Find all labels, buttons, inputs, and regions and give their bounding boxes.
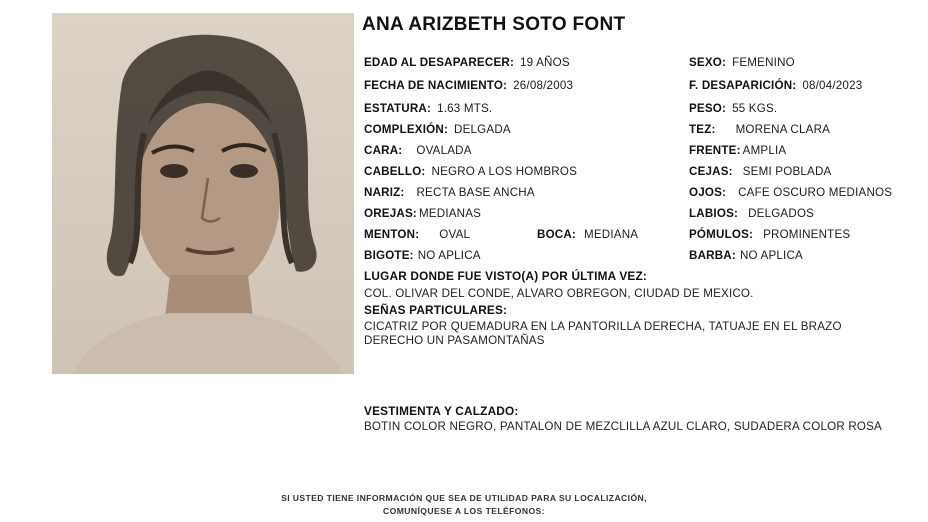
- field-value: 19 AÑOS: [520, 56, 570, 69]
- field-value: 26/08/2003: [513, 79, 574, 92]
- field-boca: [537, 228, 638, 241]
- field-cabello: [364, 165, 577, 178]
- field-value: OVAL: [439, 228, 471, 241]
- particular-marks-label: SEÑAS PARTICULARES:: [364, 303, 508, 317]
- field-label: MENTON:: [364, 228, 420, 241]
- field-label: PESO:: [689, 102, 727, 115]
- field-label: PÓMULOS:: [689, 228, 754, 241]
- field-value: NEGRO A LOS HOMBROS: [431, 165, 578, 178]
- field-label: F. DESAPARICIÓN:: [689, 79, 797, 92]
- field-peso: [689, 102, 777, 115]
- field-fecha-nacimiento: [364, 79, 573, 92]
- field-fecha-desaparicion: [689, 79, 862, 92]
- field-label: BIGOTE:: [364, 249, 414, 262]
- field-menton: [364, 228, 470, 241]
- field-frente: [689, 144, 786, 157]
- field-sexo: [689, 56, 795, 69]
- field-pomulos: [689, 228, 850, 241]
- field-value: SEMI POBLADA: [742, 165, 832, 178]
- field-value: AMPLIA: [742, 144, 787, 157]
- field-label: EDAD AL DESAPARECER:: [364, 56, 515, 69]
- field-value: 1.63 MTS.: [437, 102, 493, 115]
- field-cejas: [689, 165, 831, 178]
- field-estatura: [364, 102, 492, 115]
- field-label: LABIOS:: [689, 207, 739, 220]
- field-value: 55 KGS.: [732, 102, 778, 115]
- field-value: OVALADA: [416, 144, 472, 157]
- clothing-value: BOTIN COLOR NEGRO, PANTALON DE MEZCLILLA AZUL CLARO, SUDADERA COLOR ROSA: [364, 420, 882, 433]
- field-cara: [364, 144, 472, 157]
- field-label: ESTATURA:: [364, 102, 432, 115]
- last-seen-value: COL. OLIVAR DEL CONDE, ALVARO OBREGON, CIUDAD DE MEXICO.: [364, 287, 754, 300]
- field-value: CAFE OSCURO MEDIANOS: [738, 186, 893, 199]
- field-label: OJOS:: [689, 186, 727, 199]
- field-value: RECTA BASE ANCHA: [416, 186, 535, 199]
- field-labios: [689, 207, 814, 220]
- field-value: DELGADA: [454, 123, 511, 136]
- field-label: CEJAS:: [689, 165, 733, 178]
- field-orejas: [364, 207, 481, 220]
- person-name: ANA ARIZBETH SOTO FONT: [362, 14, 626, 35]
- field-label: COMPLEXIÓN:: [364, 123, 449, 136]
- field-barba: [689, 249, 803, 262]
- field-value: DELGADOS: [748, 207, 815, 220]
- field-label: NARIZ:: [364, 186, 405, 199]
- field-complexion: [364, 123, 511, 136]
- field-value: MEDIANAS: [418, 207, 482, 220]
- field-value: FEMENINO: [732, 56, 795, 69]
- clothing-label: VESTIMENTA Y CALZADO:: [364, 404, 519, 418]
- field-value: MEDIANA: [584, 228, 639, 241]
- field-value: NO APLICA: [417, 249, 481, 262]
- field-value: NO APLICA: [739, 249, 803, 262]
- field-value: 08/04/2023: [802, 79, 863, 92]
- field-nariz: [364, 186, 535, 199]
- field-ojos: [689, 186, 892, 199]
- field-label: FRENTE:: [689, 144, 741, 157]
- field-edad: [364, 56, 570, 69]
- missing-person-photo: [52, 13, 354, 374]
- field-label: CARA:: [364, 144, 403, 157]
- field-label: FECHA DE NACIMIENTO:: [364, 79, 508, 92]
- field-label: SEXO:: [689, 56, 727, 69]
- field-tez: [689, 123, 830, 136]
- field-value: MORENA CLARA: [735, 123, 831, 136]
- field-label: OREJAS:: [364, 207, 417, 220]
- footer-line-1: SI USTED TIENE INFORMACIÓN QUE SEA DE UTILIDAD PARA SU LOCALIZACIÓN,: [281, 493, 647, 503]
- last-seen-label: LUGAR DONDE FUE VISTO(A) POR ÚLTIMA VEZ:: [364, 269, 648, 283]
- field-label: BOCA:: [537, 228, 576, 241]
- field-value: PROMINENTES: [763, 228, 851, 241]
- field-label: CABELLO:: [364, 165, 426, 178]
- footer-line-2: COMUNÍQUESE A LOS TELÉFONOS:: [383, 506, 545, 516]
- field-label: BARBA:: [689, 249, 736, 262]
- field-label: TEZ:: [689, 123, 716, 136]
- field-bigote: [364, 249, 481, 262]
- particular-marks-value: CICATRIZ POR QUEMADURA EN LA PANTORILLA DERECHA, TATUAJE EN EL BRAZO DERECHO UN PASAMONTAÑAS: [364, 320, 842, 347]
